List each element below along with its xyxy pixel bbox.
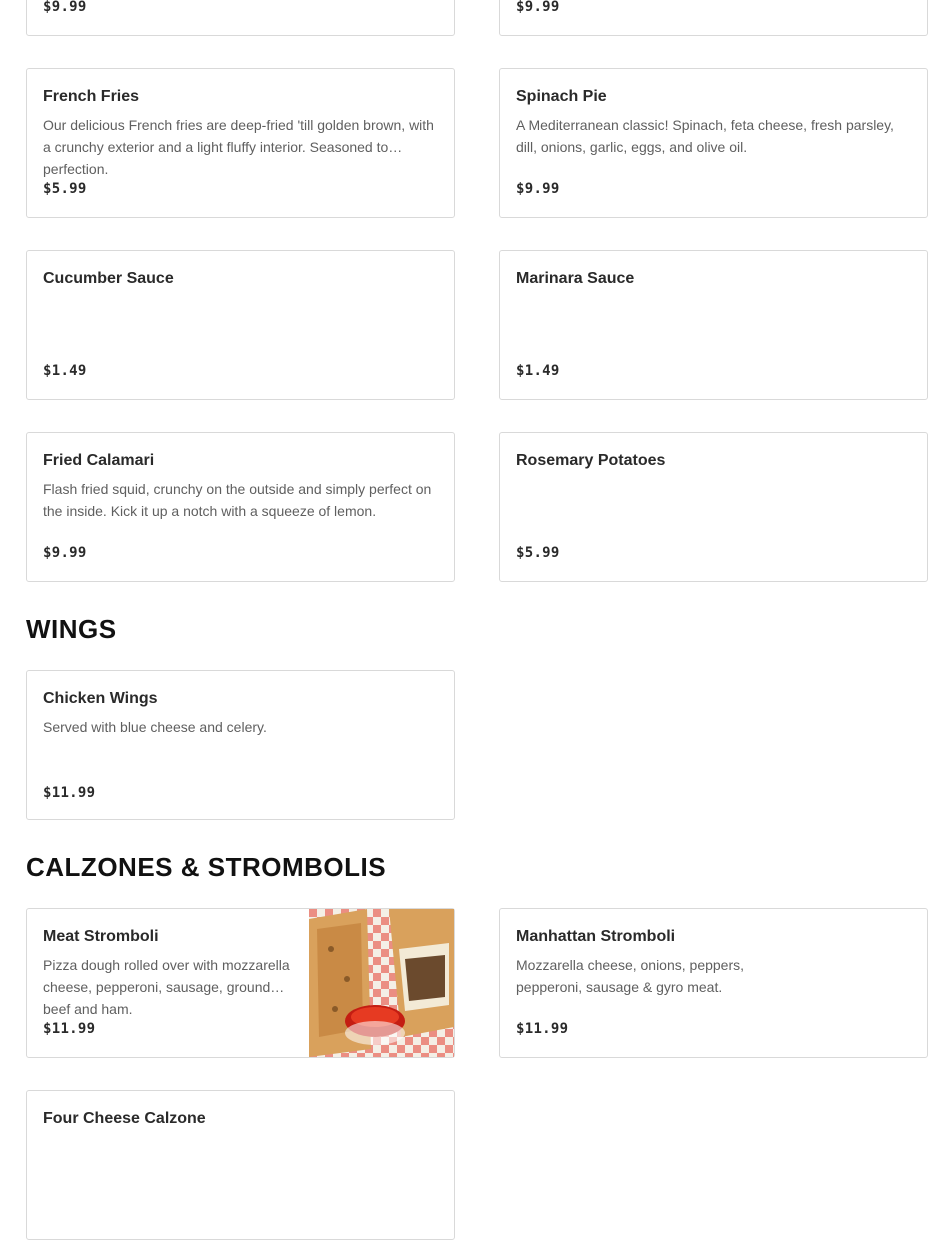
item-name: Rosemary Potatoes <box>516 452 666 469</box>
menu-item-cucumber-sauce[interactable] <box>26 250 455 400</box>
item-price: $11.99 <box>516 1021 569 1037</box>
menu-item-spinach-pie[interactable] <box>499 68 928 218</box>
item-description: Mozzarella cheese, onions, peppers, pepperoni, sausage & gyro meat. <box>516 957 745 995</box>
menu-item-marinara-sauce[interactable] <box>499 250 928 400</box>
item-price: $9.99 <box>43 0 87 15</box>
menu-item-meat-stromboli[interactable] <box>26 908 455 1058</box>
item-description: Pizza dough rolled over with mozzarella cheese, pepperoni, sausage, ground beef and ham. <box>43 957 290 1017</box>
item-name: French Fries <box>43 88 140 105</box>
item-name: Spinach Pie <box>516 88 607 105</box>
stromboli-photo <box>309 909 454 1057</box>
item-description: Served with blue cheese and celery. <box>43 719 267 735</box>
item-name: Fried Calamari <box>43 452 155 469</box>
item-name: Manhattan Stromboli <box>516 928 676 945</box>
item-price: $5.99 <box>43 181 87 197</box>
section-title-calzones: CALZONES & STROMBOLIS <box>26 852 387 882</box>
menu-item-four-cheese-calzone[interactable] <box>26 1090 455 1240</box>
menu-item-card[interactable] <box>26 0 455 36</box>
item-price: $1.49 <box>43 363 87 379</box>
item-price: $9.99 <box>43 545 87 561</box>
item-name: Cucumber Sauce <box>43 270 174 287</box>
item-price: $11.99 <box>43 785 96 801</box>
item-name: Four Cheese Calzone <box>43 1110 206 1127</box>
item-description: A Mediterranean classic! Spinach, feta cheese, fresh parsley, dill, onions, garlic, eggs, and olive oil. <box>516 117 894 155</box>
item-price: $5.99 <box>516 545 560 561</box>
menu-item-card[interactable] <box>499 0 928 36</box>
section-title-wings: WINGS <box>26 614 117 644</box>
item-name: Chicken Wings <box>43 690 158 707</box>
item-price: $9.99 <box>516 0 560 15</box>
item-price: $9.99 <box>516 181 560 197</box>
menu-item-chicken-wings[interactable] <box>26 670 455 820</box>
menu-item-rosemary-potatoes[interactable] <box>499 432 928 582</box>
item-price: $11.99 <box>43 1021 96 1037</box>
menu-item-fried-calamari[interactable] <box>26 432 455 582</box>
item-name: Marinara Sauce <box>516 270 635 287</box>
item-description: Our delicious French fries are deep-fried 'till golden brown, with a crunchy exterior and a light fluffy interior. Seasoned to perfection. <box>43 117 434 177</box>
menu-item-manhattan-stromboli[interactable] <box>499 908 928 1058</box>
menu-item-french-fries[interactable] <box>26 68 455 218</box>
item-name: Meat Stromboli <box>43 928 159 945</box>
item-description: Flash fried squid, crunchy on the outside and simply perfect on the inside. Kick it up a notch with a squeeze of lemon. <box>43 481 432 519</box>
item-price: $1.49 <box>516 363 560 379</box>
